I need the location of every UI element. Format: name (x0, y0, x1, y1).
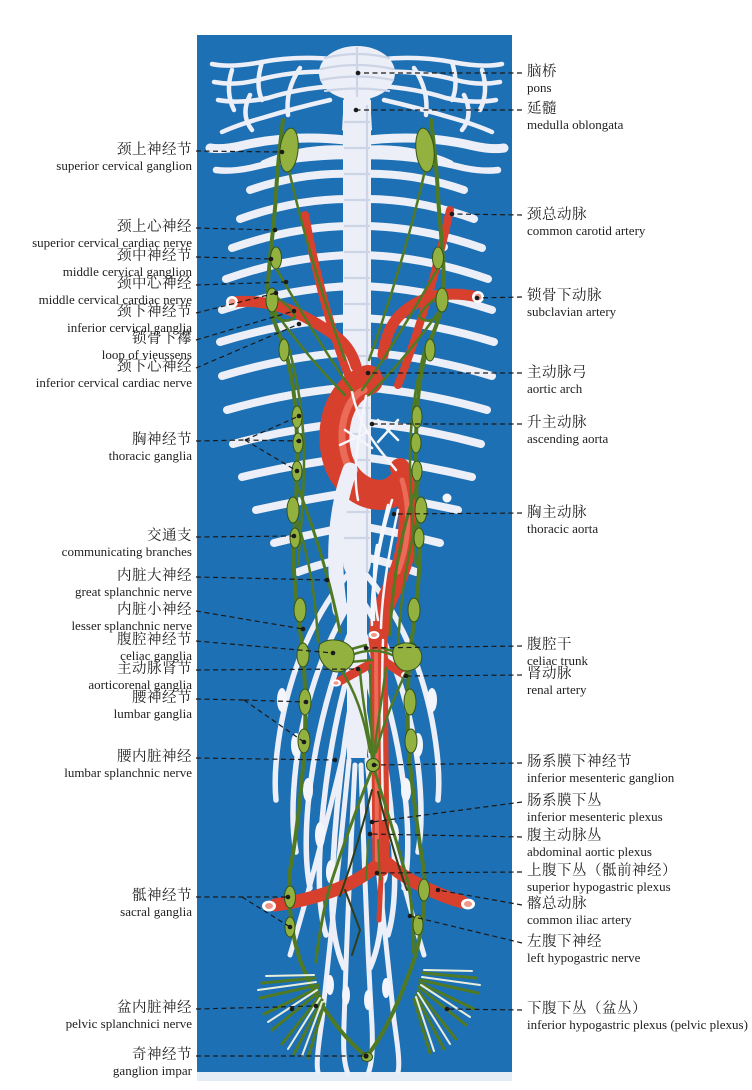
label-pelvic-splanchnic-nerve (66, 1000, 192, 1031)
label-celiac-trunk (527, 637, 588, 668)
label-en: inferior cervical ganglia (67, 320, 192, 335)
label-celiac-ganglia (117, 632, 192, 663)
label-inferior-mesenteric-plexus (527, 793, 663, 824)
label-en: inferior mesenteric ganglion (527, 770, 675, 785)
label-zh: 下腹下丛（盆丛） (527, 1001, 647, 1017)
label-zh: 锁骨下动脉 (527, 288, 602, 304)
label-zh: 腹主动脉丛 (527, 828, 602, 844)
label-zh: 内脏大神经 (117, 568, 192, 584)
label-zh: 颈中神经节 (117, 248, 192, 264)
label-thoracic-ganglia (109, 432, 192, 463)
label-en: subclavian artery (527, 304, 617, 319)
label-zh: 颈上心神经 (117, 219, 192, 235)
label-en: superior cervical ganglion (56, 158, 192, 173)
label-thoracic-aorta (527, 505, 598, 536)
label-en: aortic arch (527, 381, 583, 396)
label-zh: 颈上神经节 (117, 142, 192, 158)
label-en: celiac trunk (527, 653, 588, 668)
label-en: ascending aorta (527, 431, 609, 446)
label-inferior-mesenteric-ganglion (527, 754, 674, 785)
label-inferior-hypogastric-plexus (527, 1001, 748, 1032)
label-abdominal-aortic-plexus (527, 828, 652, 859)
label-en: lumbar splanchnic nerve (64, 765, 192, 780)
label-zh: 奇神经节 (132, 1047, 192, 1063)
label-en: inferior cervical cardiac nerve (35, 375, 192, 390)
label-en: thoracic aorta (527, 521, 599, 536)
label-en: inferior hypogastric plexus (pelvic plexus) (527, 1017, 748, 1032)
label-en: abdominal aortic plexus (527, 844, 652, 859)
label-en: superior hypogastric plexus (527, 879, 671, 894)
label-en: aorticorenal ganglia (88, 677, 192, 692)
label-en: lumbar ganglia (113, 706, 192, 721)
label-zh: 腹腔干 (527, 637, 572, 653)
label-zh: 主动脉弓 (527, 365, 587, 381)
label-zh: 升主动脉 (527, 415, 587, 431)
label-zh: 颈下神经节 (117, 304, 192, 320)
label-ganglion-impar (113, 1047, 192, 1078)
label-zh: 主动脉肾节 (117, 661, 192, 677)
label-pons (527, 64, 557, 95)
label-zh: 盆内脏神经 (117, 1000, 192, 1016)
label-zh: 左腹下神经 (527, 934, 602, 950)
label-en: sacral ganglia (120, 904, 192, 919)
label-en: lesser splanchnic nerve (71, 618, 192, 633)
label-zh: 腰神经节 (132, 690, 192, 706)
label-ascending-aorta (527, 415, 608, 446)
label-lumbar-ganglia (114, 690, 192, 721)
label-superior-cervical-ganglion (56, 142, 192, 173)
label-lumbar-splanchnic-nerve (64, 749, 192, 780)
label-en: renal artery (527, 682, 587, 697)
label-zh: 上腹下丛（骶前神经） (527, 863, 677, 879)
label-en: common carotid artery (527, 223, 646, 238)
label-medulla-oblongata (527, 101, 623, 132)
label-zh: 胸主动脉 (527, 505, 587, 521)
label-sacral-ganglia (120, 888, 192, 919)
label-en: medulla oblongata (527, 117, 624, 132)
label-zh: 锁骨下襻 (132, 331, 192, 347)
label-en: superior cervical cardiac nerve (32, 235, 192, 250)
label-zh: 肠系膜下丛 (527, 793, 602, 809)
label-zh: 颈总动脉 (527, 207, 587, 223)
plate-bottom-strip (197, 1072, 512, 1081)
label-subclavian-artery (527, 288, 616, 319)
label-zh: 腹腔神经节 (117, 632, 192, 648)
label-middle-cervical-ganglion (63, 248, 192, 279)
label-en: middle cervical cardiac nerve (38, 292, 192, 307)
label-great-splanchnic-nerve (75, 568, 192, 599)
label-en: pelvic splanchnici nerve (65, 1016, 192, 1031)
label-left-hypogastric-nerve (527, 934, 640, 965)
label-en: left hypogastric nerve (527, 950, 641, 965)
label-communicating-branches (62, 528, 192, 559)
label-common-carotid-artery (527, 207, 645, 238)
label-superior-cervical-cardiac-nerve (32, 219, 192, 250)
label-zh: 脑桥 (527, 64, 557, 80)
label-zh: 肠系膜下神经节 (527, 754, 632, 770)
label-lesser-splanchnic-nerve (71, 602, 192, 633)
label-en: pons (527, 80, 552, 95)
label-aorticorenal-ganglia (88, 661, 192, 692)
label-en: thoracic ganglia (108, 448, 192, 463)
label-zh: 髂总动脉 (527, 896, 587, 912)
label-zh: 腰内脏神经 (117, 749, 192, 765)
label-zh: 交通支 (147, 528, 192, 544)
label-en: celiac ganglia (120, 648, 192, 663)
label-zh: 胸神经节 (132, 432, 192, 448)
lumbar-ganglion-shape (294, 598, 306, 622)
label-aortic-arch (527, 365, 587, 396)
label-zh: 肾动脉 (527, 666, 572, 682)
label-en: loop of vieussens (101, 347, 192, 362)
label-zh: 骶神经节 (132, 888, 192, 904)
label-en: common iliac artery (527, 912, 632, 927)
label-zh: 延髓 (527, 101, 557, 117)
label-common-iliac-artery (527, 896, 632, 927)
label-en: communicating branches (61, 544, 192, 559)
label-zh: 颈中心神经 (117, 276, 192, 292)
label-en: great splanchnic nerve (75, 584, 192, 599)
label-zh: 内脏小神经 (117, 602, 192, 618)
label-renal-artery (527, 666, 587, 697)
label-inferior-cervical-cardiac-nerve (36, 359, 192, 390)
label-en: ganglion impar (112, 1063, 192, 1078)
label-loop-of-vieussens (102, 331, 192, 362)
label-superior-hypogastric-plexus (527, 863, 677, 894)
label-en: middle cervical ganglion (62, 264, 192, 279)
label-zh: 颈下心神经 (117, 359, 192, 375)
label-en: inferior mesenteric plexus (527, 809, 663, 824)
label-middle-cervical-cardiac-nerve (39, 276, 192, 307)
